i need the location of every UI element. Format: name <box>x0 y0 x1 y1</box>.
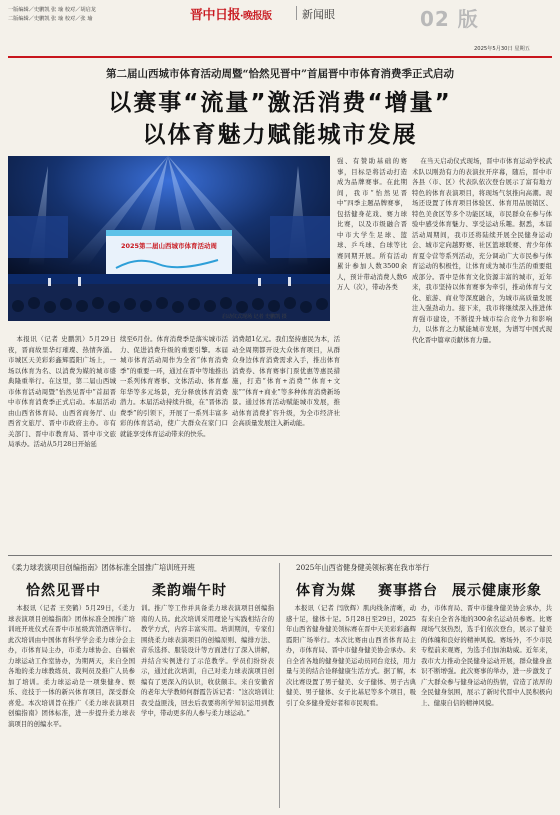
newspaper-logo <box>190 4 272 23</box>
credits-line-2: 二版编辑／史鹏凯 张 瑜 校对／张 瑜 <box>8 15 93 22</box>
right-story-paragraph: 本报讯（记者 闫欣辉）肌肉线条清晰，动感十足，健体十足。5月28日至29日，2025年山西省健身健美领标赛在晋中天美彩彩鑫辉霞阳广场举行。本次比赛由山西省体育局主办，市体育局、晋中市健身健美协会承办。来自全省各地的健身健美运动员同台竞技，用力量与美的结合诠释健康生活方式。据了解，本次比赛设置了男子健美、女子健体、男子古典健美、男子健体、女子比基尼等多个项目，吸引了众多健身爱好者和市民观看。 <box>286 604 416 707</box>
logo-sub: ·晚报版 <box>240 11 272 22</box>
left-story-kicker: 《柔力球表演项目创编指南》团体标准全国推广培训班开班 <box>8 563 195 572</box>
lead-column-right-2 <box>412 156 552 554</box>
left-story-paragraph: 本报讯（记者 王奕鹤）5月29日，《柔力球表演项目创编指南》团体标准全国推广培训班开班仪式在晋中市星级宾馆酒店举行。此次培训由中国体育科学学会柔力球分会主办，市体育局主办，市柔力球协会、白福索力球运动工作室协办，为期两天，来自全国各地的柔力球教练员、裁判员及推广人员参加了培训。柔力球运动是一项集健身、娱乐、竞技于一体的新兴体育项目，深受群众喜爱。本次培训旨在推广《柔力球表演项目创编指南》团体标准，进一步提升柔力球表演项目的创编水平。 <box>8 604 135 728</box>
right-story-column-1 <box>286 603 416 808</box>
page-number: 02 版 <box>420 7 479 31</box>
photo-caption: 启动仪式现场 记者 史鹏凯 摄 <box>222 314 287 320</box>
right-story-title-part-1: 体育为媒 <box>296 583 356 599</box>
lead-column-right-1 <box>337 156 407 334</box>
masthead-rule <box>8 56 552 58</box>
lead-kicker: 第二届山西城市体育活动周暨“恰然见晋中”首届晋中市体育消费季正式启动 <box>105 68 455 80</box>
lead-column-bottom-2 <box>120 334 228 546</box>
right-story-title-part-3: 展示健康形象 <box>452 583 542 599</box>
left-story-column-2 <box>141 603 274 808</box>
lead-paragraph: 强、有赞助基础的赛事，目标是将活动打造成为品牌赛事。在此期间，我市“怡然见晋中”四季主题品牌赛事，包括健身花戏、赛力球比赛，以及市级融合晋中市大学生足球、篮球、乒乓球、台球等比赛同期开展。所有活动累计参加人数3500余人，预计带动消费人数6万人（次），带动各类 <box>337 157 407 291</box>
column-divider <box>279 563 280 808</box>
masthead-separator <box>296 6 297 20</box>
left-story-column-1 <box>8 603 135 808</box>
stage-photo-illustration <box>8 156 330 321</box>
lead-paragraph: 在当天启动仪式现场，晋中市体育运动学校武术队以刚劲有力的表演拉开序幕，随后，晋中市各县（市、区）代表队依次登台展示了富有地方特色的体育表演项目，将现场气氛推向高潮。现场还设置了体育项目体验区、体育用品展销区、特色美食区等多个功能区域，市民群众在参与体验中感受体育魅力、享受运动乐趣。据悉，本届活动周期间，我市还将陆续开展全民健身运动会、城市定向越野赛、社区篮球联赛、青少年体育夏令营等系列活动，充分调动广大市民参与体育运动的积极性，让体育成为城市生活的重要组成部分。晋中是体育文化资源丰富的城市，近年来，我市坚持以体育赛事为牵引，推动体育与文化、旅游、商业等深度融合，为城市高质量发展注入强劲动力。接下来，我市将继续深入推进体育强市建设，不断提升城市综合竞争力和影响力，以体育之力赋能城市发展，为谱写中国式现代化晋中篇章贡献体育力量。 <box>412 157 552 344</box>
left-story-title-part-2: 柔韵端午时 <box>152 583 227 599</box>
lead-paragraph: 本报讯（记者 史鹏凯）5月29日夜，晋商故里华灯璀璨、热情奔涌。市城区天美彩彩鑫辉霞阳广场上，一场以体育为名、以消费为媒的城市盛典隆重举行。在这里，第二届山西城市体育活动周暨“怡然见晋中”首届晋中市体育消费季正式启动。本届活动由山西省体育局、山西省商务厅、山西省文旅厅、晋中市政府主办。市有关部门、晋中市教育局、晋中市文旅局承办。活动从5月28日开始延 <box>8 335 116 448</box>
lead-paragraph: 消费超1亿元。我们坚持惠民为本，活动全周期都开设大众体育项目，从群众身边体育消费需求入手，推出体育消费券、体育赛事门票优惠等惠民措施，打造“体育+消费”“体育+文旅”“体育+商业”等多种体育消费新场景。通过体育活动赋能城市发展，推动体育消费扩容升级，为全市经济社会高质量发展注入新动能。 <box>232 335 340 427</box>
left-story-paragraph: 训。推广等工作并具备柔力球表演项目创编指南的人员。此次培训采用理论与实践相结合的教学方式，内容丰富实用。培训期间，专家们围绕柔力球表演项目的创编原则、编排方法、音乐选择、服装设计等方面进行了深入讲解，并结合实例进行了示范教学。学员们纷纷表示，通过此次培训，自己对柔力球表演项目创编有了更深入的认识，收获颇丰。来自安徽省的老年大学教师何群霞告诉记者：“这次培训让我受益匪浅，回去后我要将所学知识运用到教学中，带动更多的人参与柔力球运动。” <box>141 604 274 717</box>
right-story-kicker: 2025年山西省健身健美领标赛在我市举行 <box>296 563 430 572</box>
section-name: 新闻眼 <box>302 8 335 21</box>
section-divider <box>8 555 552 556</box>
lead-photo <box>8 156 330 321</box>
lead-column-bottom-3 <box>232 334 340 546</box>
left-story-title-part-1: 恰然见晋中 <box>26 583 101 599</box>
masthead-credits <box>8 6 96 23</box>
issue-date: 2025年5月30日 星期五 <box>474 46 530 52</box>
lead-headline-line-1: 以赛事“流量”激活消费“增量” <box>108 90 452 116</box>
logo-main: 晋中日报 <box>190 8 241 23</box>
lead-paragraph: 续至6月份。体育消费季是落实城市活力、促进消费升级的重要引擎。本届城市体育活动周作为全省“体育消费季”的重要一环，通过在晋中等地推出一系列体育赛事、文体活动、体育嘉年华等多元场景，充分释放体育消费潜力。本届活动持续升级，在“晋体消费季”的引领下，开展了一系列丰富多彩的体育活动，使广大群众在家门口就能享受体育运动带来的快乐。 <box>120 335 228 438</box>
lead-headline-line-2: 以体育魅力赋能城市发展 <box>142 122 418 148</box>
right-story-title-part-2: 赛事搭台 <box>378 583 438 599</box>
right-story-column-2 <box>421 603 552 808</box>
credits-line-1: 一版编辑／史鹏凯 张 瑜 校对／胡启龙 <box>8 7 96 13</box>
photo-banner-text: 2025第二届山西城市体育活动周 <box>120 242 218 250</box>
right-story-paragraph: 办，市体育局、晋中市健身健美协会承办，共有来自全省各地的300余名运动员参赛。比赛现场气氛热烈，选手们依次登台，展示了健美的体魄和良好的精神风貌。赛场外，不少市民专程前来观赛，为选手们加油助威。近年来，我市大力推动全民健身运动开展，群众健身意识不断增强。此次赛事的举办，进一步激发了广大群众参与健身运动的热情，营造了浓厚的全民健身氛围，展示了新时代晋中人民积极向上、健康自信的精神风貌。 <box>421 604 552 707</box>
lead-column-bottom-1 <box>8 334 116 546</box>
